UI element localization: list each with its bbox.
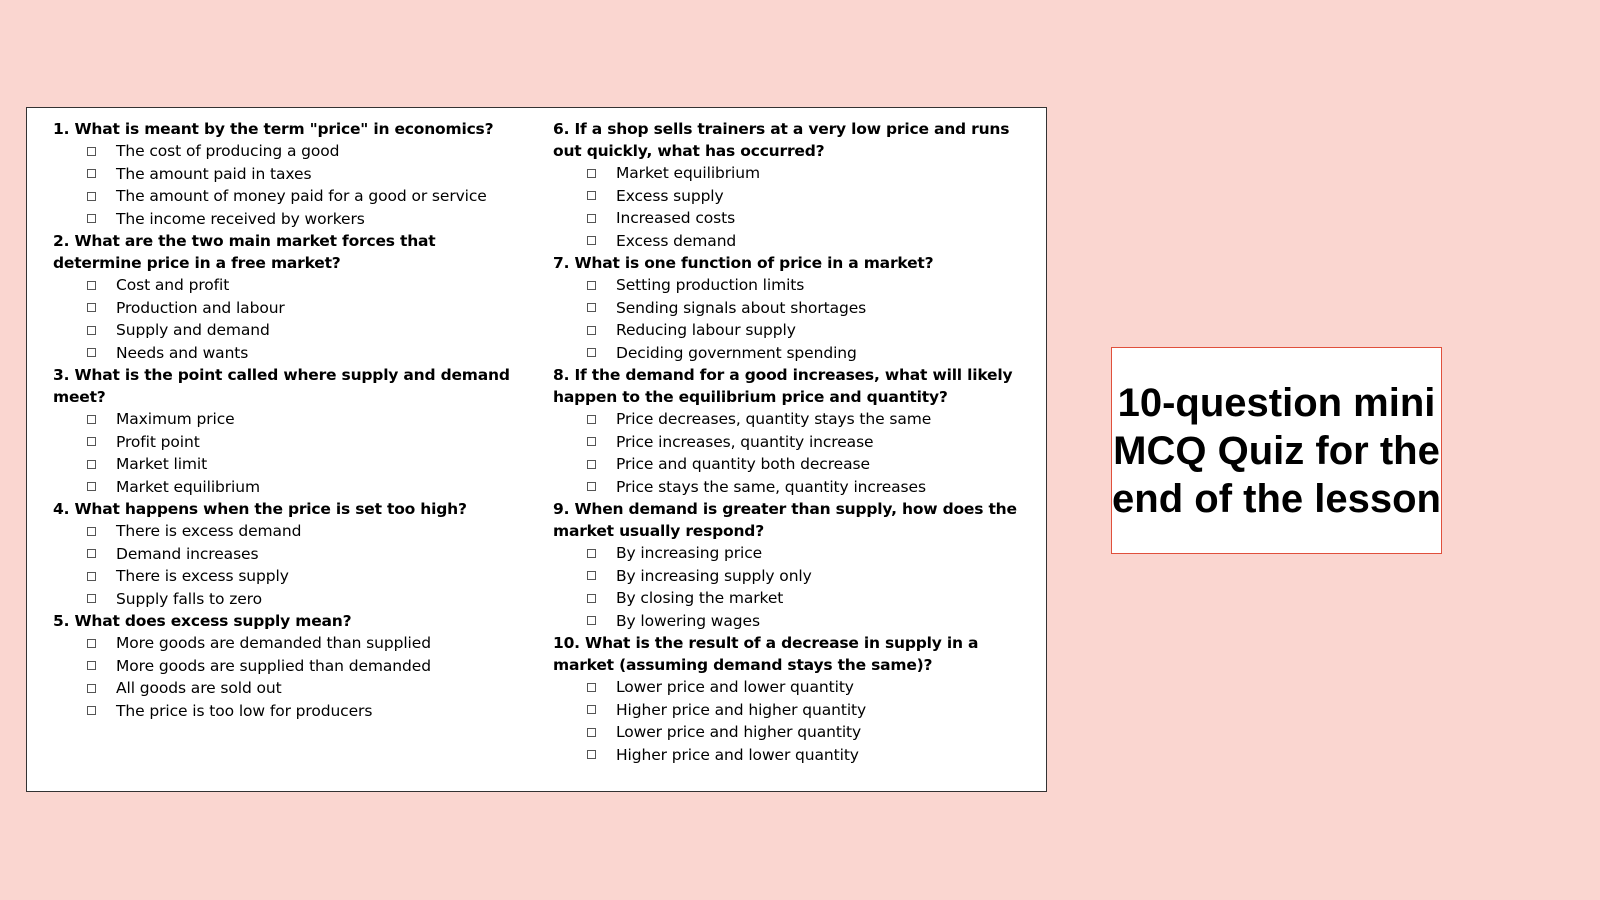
option-label: Market limit: [116, 455, 208, 474]
checkbox-icon[interactable]: [587, 326, 596, 335]
option-label: There is excess demand: [116, 522, 302, 541]
checkbox-icon[interactable]: [87, 482, 96, 491]
option[interactable]: [53, 476, 523, 499]
checkbox-icon[interactable]: [87, 214, 96, 223]
option[interactable]: [53, 342, 523, 365]
question-1: [53, 118, 523, 230]
option-label: The amount of money paid for a good or service: [116, 187, 487, 206]
option-label: Supply falls to zero: [116, 589, 262, 608]
option[interactable]: [553, 342, 1023, 365]
option-label: The price is too low for producers: [116, 701, 373, 720]
checkbox-icon[interactable]: [587, 750, 596, 759]
option-label: Price and quantity both decrease: [616, 455, 870, 474]
option[interactable]: [53, 700, 523, 723]
checkbox-icon[interactable]: [587, 460, 596, 469]
option[interactable]: [553, 162, 1023, 185]
option[interactable]: [53, 632, 523, 655]
option[interactable]: [553, 542, 1023, 565]
checkbox-icon[interactable]: [87, 147, 96, 156]
option[interactable]: [553, 230, 1023, 253]
question-8: [553, 364, 1023, 498]
option[interactable]: [553, 744, 1023, 767]
option-label: Lower price and lower quantity: [616, 678, 854, 697]
question-9: [553, 498, 1023, 632]
option[interactable]: [53, 677, 523, 700]
option-label: The cost of producing a good: [116, 142, 340, 161]
checkbox-icon[interactable]: [587, 236, 596, 245]
option[interactable]: [553, 699, 1023, 722]
option-label: Higher price and lower quantity: [616, 745, 859, 764]
quiz-title-box: [1111, 347, 1442, 554]
checkbox-icon[interactable]: [87, 594, 96, 603]
checkbox-icon[interactable]: [587, 571, 596, 580]
option[interactable]: [53, 297, 523, 320]
checkbox-icon[interactable]: [87, 437, 96, 446]
option-label: Market equilibrium: [116, 477, 260, 496]
checkbox-icon[interactable]: [87, 348, 96, 357]
option[interactable]: [53, 588, 523, 611]
option-label: Reducing labour supply: [616, 321, 796, 340]
checkbox-icon[interactable]: [587, 616, 596, 625]
checkbox-icon[interactable]: [87, 639, 96, 648]
option[interactable]: [553, 274, 1023, 297]
option[interactable]: [53, 319, 523, 342]
option-label: Sending signals about shortages: [616, 298, 867, 317]
option[interactable]: [53, 453, 523, 476]
option[interactable]: [553, 476, 1023, 499]
option-label: Higher price and higher quantity: [616, 700, 867, 719]
option-label: All goods are sold out: [116, 679, 282, 698]
checkbox-icon[interactable]: [587, 169, 596, 178]
option[interactable]: [53, 565, 523, 588]
question-text: 4. What happens when the price is set too high?: [53, 500, 467, 518]
option[interactable]: [553, 453, 1023, 476]
question-10: [553, 632, 1023, 766]
checkbox-icon[interactable]: [87, 527, 96, 536]
option[interactable]: [553, 610, 1023, 633]
option[interactable]: [53, 655, 523, 678]
question-text: 5. What does excess supply mean?: [53, 612, 352, 630]
option-label: The amount paid in taxes: [116, 164, 312, 183]
checkbox-icon[interactable]: [587, 705, 596, 714]
checkbox-icon[interactable]: [87, 326, 96, 335]
option[interactable]: [53, 431, 523, 454]
checkbox-icon[interactable]: [87, 415, 96, 424]
option-label: Maximum price: [116, 410, 235, 429]
option[interactable]: [553, 587, 1023, 610]
option[interactable]: [553, 676, 1023, 699]
option-label: Excess supply: [616, 186, 724, 205]
option-label: More goods are supplied than demanded: [116, 656, 431, 675]
quiz-panel: [26, 107, 1047, 792]
option[interactable]: [53, 208, 523, 231]
option[interactable]: [553, 297, 1023, 320]
option-label: There is excess supply: [116, 567, 289, 586]
checkbox-icon[interactable]: [587, 415, 596, 424]
option-label: More goods are demanded than supplied: [116, 634, 431, 653]
question-4: [53, 498, 523, 610]
question-3: [53, 364, 523, 498]
checkbox-icon[interactable]: [87, 169, 96, 178]
option-label: By increasing price: [616, 544, 763, 563]
option[interactable]: [553, 207, 1023, 230]
checkbox-icon[interactable]: [587, 191, 596, 200]
quiz-column-right: [553, 118, 1023, 766]
option-label: Lower price and higher quantity: [616, 723, 862, 742]
option-label: Supply and demand: [116, 321, 270, 340]
checkbox-icon[interactable]: [587, 437, 596, 446]
option[interactable]: [53, 408, 523, 431]
option-label: Needs and wants: [116, 343, 249, 362]
option[interactable]: [553, 408, 1023, 431]
checkbox-icon[interactable]: [587, 728, 596, 737]
option-label: Deciding government spending: [616, 343, 857, 362]
question-text: 10. What is the result of a decrease in supply in a market (assuming demand stays the same)?: [553, 634, 979, 674]
option-label: Increased costs: [616, 209, 736, 228]
quiz-title: 10-question mini MCQ Quiz for the end of the lesson: [1112, 380, 1441, 521]
checkbox-icon[interactable]: [87, 192, 96, 201]
checkbox-icon[interactable]: [87, 460, 96, 469]
option-label: Price decreases, quantity stays the same: [616, 410, 932, 429]
option-label: Demand increases: [116, 544, 259, 563]
checkbox-icon[interactable]: [87, 281, 96, 290]
option[interactable]: [553, 185, 1023, 208]
question-text: 8. If the demand for a good increases, what will likely happen to the equilibrium price and quantity?: [553, 366, 1013, 406]
checkbox-icon[interactable]: [587, 348, 596, 357]
option-label: Profit point: [116, 432, 200, 451]
question-text: 2. What are the two main market forces that determine price in a free market?: [53, 232, 436, 272]
option-label: Excess demand: [616, 231, 737, 250]
option-label: By closing the market: [616, 589, 784, 608]
checkbox-icon[interactable]: [87, 303, 96, 312]
option-label: Setting production limits: [616, 276, 805, 295]
checkbox-icon[interactable]: [87, 706, 96, 715]
question-2: [53, 230, 523, 364]
option-label: Cost and profit: [116, 276, 230, 295]
checkbox-icon[interactable]: [587, 482, 596, 491]
checkbox-icon[interactable]: [587, 683, 596, 692]
checkbox-icon[interactable]: [87, 572, 96, 581]
option[interactable]: [53, 140, 523, 163]
question-text: 1. What is meant by the term "price" in economics?: [53, 120, 494, 138]
checkbox-icon[interactable]: [87, 684, 96, 693]
option-label: By lowering wages: [616, 611, 760, 630]
option[interactable]: [553, 431, 1023, 454]
option[interactable]: [553, 721, 1023, 744]
option[interactable]: [53, 163, 523, 186]
question-text: 6. If a shop sells trainers at a very low price and runs out quickly, what has occurred?: [553, 120, 1010, 160]
question-6: [553, 118, 1023, 252]
option[interactable]: [53, 274, 523, 297]
option[interactable]: [53, 543, 523, 566]
checkbox-icon[interactable]: [587, 281, 596, 290]
checkbox-icon[interactable]: [87, 549, 96, 558]
checkbox-icon[interactable]: [587, 214, 596, 223]
question-text: 7. What is one function of price in a market?: [553, 254, 934, 272]
question-7: [553, 252, 1023, 364]
option[interactable]: [553, 319, 1023, 342]
checkbox-icon[interactable]: [587, 594, 596, 603]
option-label: Market equilibrium: [616, 164, 760, 183]
option-label: The income received by workers: [116, 209, 365, 228]
question-text: 9. When demand is greater than supply, how does the market usually respond?: [553, 500, 1017, 540]
option[interactable]: [53, 520, 523, 543]
quiz-column-left: [53, 118, 523, 722]
checkbox-icon[interactable]: [87, 661, 96, 670]
checkbox-icon[interactable]: [587, 303, 596, 312]
option-label: Price stays the same, quantity increases: [616, 477, 926, 496]
question-text: 3. What is the point called where supply and demand meet?: [53, 366, 510, 406]
option[interactable]: [53, 185, 523, 208]
checkbox-icon[interactable]: [587, 549, 596, 558]
question-5: [53, 610, 523, 722]
option-label: By increasing supply only: [616, 566, 812, 585]
option[interactable]: [553, 565, 1023, 588]
option-label: Production and labour: [116, 298, 285, 317]
option-label: Price increases, quantity increase: [616, 432, 874, 451]
